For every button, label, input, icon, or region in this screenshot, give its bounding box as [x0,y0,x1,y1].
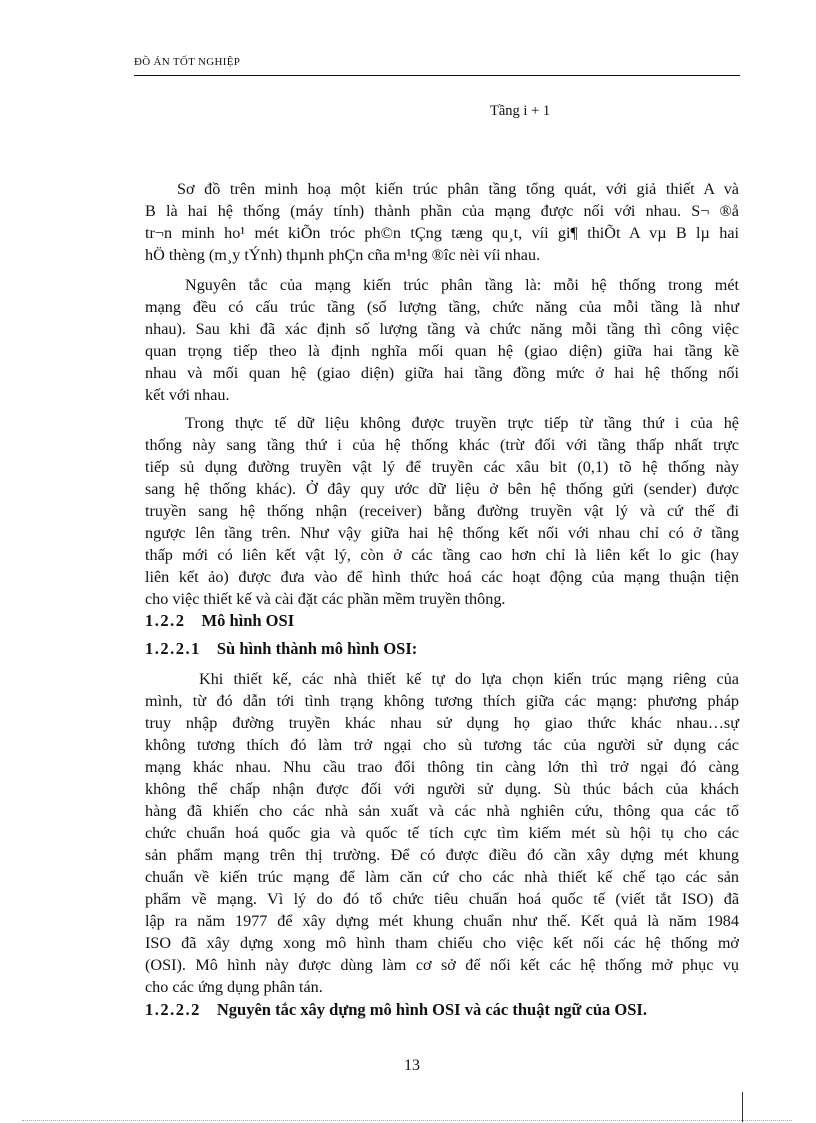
paragraph-1 [145,178,739,266]
paragraph-line: B là hai hệ thống (máy tính) thành phần của mạng được nối với nhau. S¬ ®å [145,202,739,220]
paragraph-line: sản phẩm mạng trên thị trường. Để có được điều đó cần xây dựng mét khung [145,846,739,864]
paragraph-line: phẩm về mạng. Vì lý do đó tổ chức tiêu chuẩn hoá quốc tế (viết tắt ISO) đã [145,890,739,908]
paragraph-line: sang hệ thống khác). Ở đây quy ước dữ liệu ở bên hệ thống gửi (sender) được [145,480,739,498]
paragraph-line: hàng đã khiến cho các nhà sản xuất và các nhà nghiên cứu, thông qua các tổ [145,802,739,820]
figure-caption: Tầng i + 1 [490,103,551,119]
paragraph-line: kết với nhau. [145,386,230,404]
section-number: 1.2.2.1 [145,639,201,658]
paragraph-line: liên kết ảo) được đưa vào để hình thức hoá các hoạt động của mạng thuận tiện [145,568,739,586]
paragraph-line: Nguyên tắc của mạng kiến trúc phân tầng là: mỗi hệ thống trong mét [185,276,739,294]
section-number: 1.2.2 [145,611,186,630]
paragraph-line: thống này sang tầng thứ i của hệ thống khác (trừ đối với tầng thấp nhất trực [145,436,739,454]
paragraph-line: quan trọng tiếp theo là định nghĩa mối quan hệ (giao diện) giữa hai tầng kề [145,342,739,360]
paragraph-line: cho việc thiết kế và cài đặt các phần mềm truyền thông. [145,590,506,608]
paragraph-line: nhau và mối quan hệ (giao diện) giữa hai tầng đồng mức ở hai hệ thống nối [145,364,739,382]
paragraph-3 [145,412,739,610]
paragraph-line: không tương thích đó làm trở ngại cho sù tương tác của người sử dụng các [145,736,739,754]
page-number: 13 [404,1057,420,1074]
paragraph-line: Sơ đồ trên minh hoạ một kiến trúc phân tầng tổng quát, với giả thiết A và [177,180,739,198]
paragraph-line: tiếp sủ dụng đường truyền vật lý để truyền các xâu bit (0,1) tõ hệ thống này [145,458,739,476]
section-title: Sù hình thành mô hình OSI: [216,639,418,658]
paragraph-line: mình, từ đó dẫn tới tình trạng không tương thích giữa các mạng: phương pháp [145,692,739,710]
paragraph-4 [145,668,739,998]
header-divider [134,75,740,76]
section-heading [145,611,294,631]
section-number: 1.2.2.2 [145,1000,201,1019]
paragraph-line: hÖ thèng (m¸y tÝnh) thµnh phÇn cña m¹ng ®îc nèi víi nhau. [145,246,541,264]
paragraph-line: không thể chấp nhận được đối với người sử dụng. Sù thúc bách của khách [145,780,739,798]
paragraph-line: (OSI). Mô hình này được dùng làm cơ sở để nối kết các hệ thống mở phục vụ [145,956,739,974]
paragraph-line: truy nhập đường truyền khác nhau sử dụng họ giao thức khác nhau…sự [145,714,739,732]
paragraph-line: cho các ứng dụng phân tán. [145,978,323,996]
page-corner-mark [742,1092,743,1122]
paragraph-line: mạng đều có cấu trúc tầng (số lượng tầng, chức năng của mỗi tầng là như [145,298,739,316]
subsection-heading [145,639,417,659]
subsection-heading [145,1000,647,1020]
paragraph-line: Khi thiết kế, các nhà thiết kế tự do lựa chọn kiến trúc mạng riêng của [199,670,739,688]
paragraph-line: Trong thực tế dữ liệu không được truyền trực tiếp từ tầng thứ i của hệ [185,414,739,432]
paragraph-line: chuẩn về kiến trúc mạng để làm căn cứ cho các nhà thiết kế chế tạo các sản [145,868,739,886]
page-header-title: ĐỒ ÁN TỐT NGHIỆP [134,56,241,68]
paragraph-line: chức chuẩn hoá quốc gia và quốc tế tích cực tìm kiếm mét sù hội tụ cho các [145,824,739,842]
paragraph-line: mạng khác nhau. Nhu cầu trao đổi thông tin càng lớn thì trở ngại đó càng [145,758,739,776]
paragraph-2 [145,274,739,406]
page-bottom-border [22,1120,792,1121]
paragraph-line: ngược lên tầng trên. Như vậy giữa hai hệ thống kết nối với nhau chỉ có ở tầng [145,524,739,542]
paragraph-line: nhau). Sau khi đã xác định số lượng tầng và chức năng mỗi tầng thì công việc [145,320,739,338]
section-title: Nguyên tắc xây dựng mô hình OSI và các thuật ngữ của OSI. [216,1000,647,1019]
paragraph-line: truyền sang hệ thống nhận (receiver) bằng đường truyền vật lý và cứ thế đi [145,502,739,520]
paragraph-line: thấp mới có liên kết vật lý, còn ở các tầng cao hơn chỉ là liên kết lo gic (hay [145,546,739,564]
paragraph-line: ISO đã xây dựng xong mô hình tham chiếu cho việc kết nối các hệ thống mở [145,934,739,952]
paragraph-line: tr¬n minh ho¹ mét kiÕn tróc ph©n tÇng tæng qu¸t, víi gi¶ thiÕt A vµ B lµ hai [145,224,739,242]
paragraph-line: lập ra năm 1977 để xây dựng mét khung chuẩn như thế. Kết quả là năm 1984 [145,912,739,930]
section-title: Mô hình OSI [201,611,295,630]
